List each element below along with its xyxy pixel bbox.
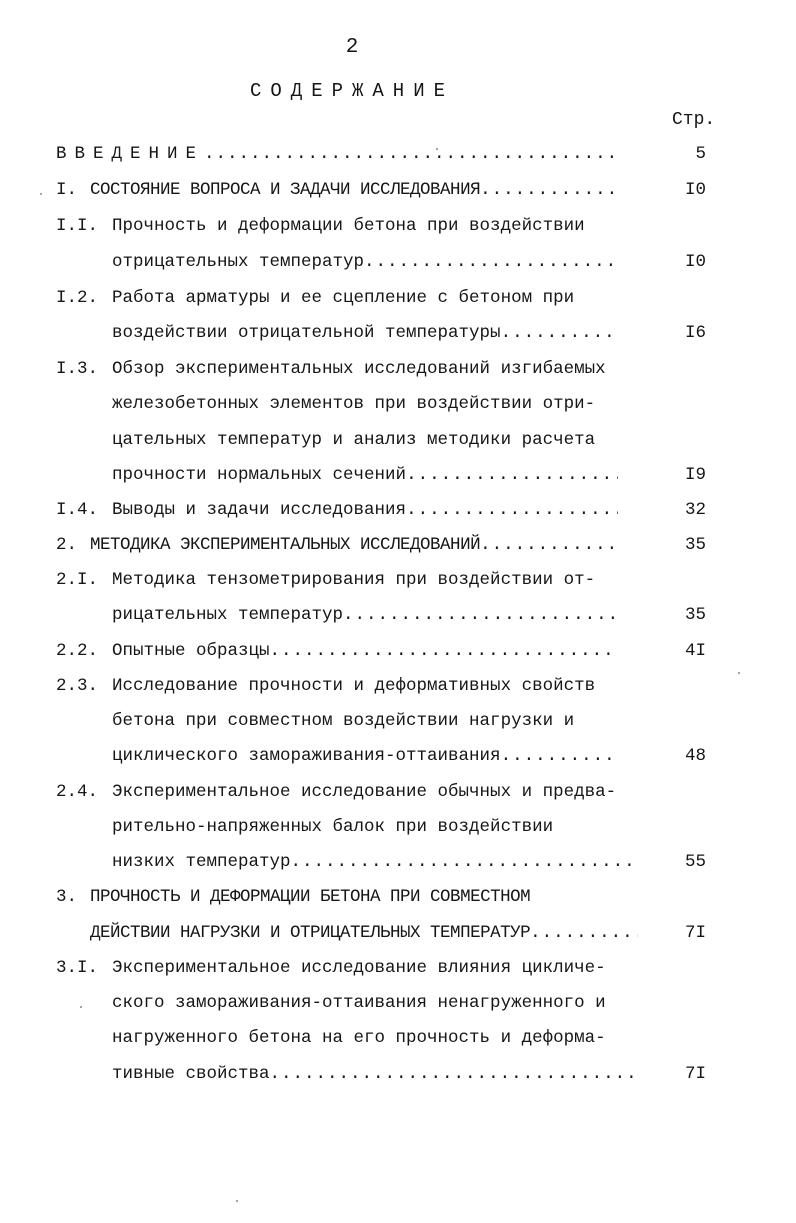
toc-entry-section-2-2 — [112, 638, 618, 664]
dot-leader — [364, 249, 618, 275]
toc-entry-chapter-1 — [90, 177, 618, 203]
toc-entry-text: бетона при совместном воздействии нагрузки и — [112, 711, 575, 731]
toc-entry-section-1-1 — [112, 249, 618, 275]
toc-entry-text: ДЕЙСТВИИ НАГРУЗКИ И ОТРИЦАТЕЛЬНЫХ ТЕМПЕРАТУР — [90, 923, 531, 943]
toc-page-number: 35 — [684, 605, 706, 625]
dot-leader — [501, 743, 618, 769]
page-number: 2 — [345, 36, 359, 59]
dot-leader — [204, 141, 618, 167]
toc-page-number: 5 — [695, 144, 706, 164]
toc-entry-section-1-2 — [112, 320, 618, 346]
toc-entry-number: 3.I. — [56, 958, 99, 978]
toc-entry-text: СОСТОЯНИЕ ВОПРОСА И ЗАДАЧИ ИССЛЕДОВАНИЯ — [90, 180, 481, 200]
toc-entry-text: цательных температур и анализ методики расчета — [112, 430, 596, 450]
toc-entry-text: железобетонных элементов при воздействии отри- — [112, 394, 596, 414]
toc-page-number: 55 — [684, 852, 706, 872]
page-column-label: Стр. — [672, 110, 716, 130]
dot-leader — [501, 320, 618, 346]
scan-speck — [236, 1200, 238, 1202]
toc-page-number: 48 — [684, 746, 706, 766]
toc-page-number: 32 — [684, 500, 706, 520]
scan-speck — [738, 672, 740, 674]
dot-leader — [291, 849, 638, 875]
toc-entry-number: I.4. — [56, 500, 99, 520]
toc-entry-text: низких температур — [112, 852, 291, 872]
scan-speck — [436, 148, 438, 150]
toc-entry-text: Работа арматуры и ее сцепление с бетоном при — [112, 288, 575, 308]
toc-entry-text: Исследование прочности и деформативных свойств — [112, 676, 596, 696]
toc-entry-text: Экспериментальное исследование обычных и предва- — [112, 782, 617, 802]
toc-entry-text: Экспериментальное исследование влияния цикличе- — [112, 958, 606, 978]
toc-entry-section-1-4 — [112, 497, 618, 523]
toc-entry-number: 2.2. — [56, 641, 99, 661]
dot-leader — [480, 177, 618, 203]
toc-entry-number: 2.I. — [56, 570, 99, 590]
toc-entry-text: рительно-напряженных балок при воздействии — [112, 817, 554, 837]
toc-entry-text: прочности нормальных сечений — [112, 465, 407, 485]
toc-entry-text: тивные свойства — [112, 1064, 270, 1084]
toc-entry-section-2-3 — [112, 743, 618, 769]
toc-entry-text: Обзор экспериментальных исследований изгибаемых — [112, 359, 606, 379]
toc-entry-number: 3. — [56, 887, 78, 907]
toc-page-number: I6 — [684, 323, 706, 343]
toc-entry-text: МЕТОДИКА ЭКСПЕРИМЕНТАЛЬНЫХ ИССЛЕДОВАНИЙ — [90, 535, 481, 555]
toc-entry-text: нагруженного бетона на его прочность и деформа- — [112, 1028, 606, 1048]
toc-entry-text: ПРОЧНОСТЬ И ДЕФОРМАЦИИ БЕТОНА ПРИ СОВМЕСТНОМ — [90, 887, 531, 907]
toc-entry-section-1-3 — [112, 462, 618, 488]
dot-leader — [270, 638, 618, 664]
scan-speck — [80, 1006, 82, 1008]
toc-entry-text: рицательных температур — [112, 605, 344, 625]
toc-entry-number: 2. — [56, 535, 78, 555]
toc-entry-number: 2.4. — [56, 782, 99, 802]
toc-entry-chapter-2 — [90, 532, 618, 558]
toc-page-number: 7I — [684, 1064, 706, 1084]
toc-entry-number: I.3. — [56, 359, 99, 379]
toc-entry-number: I.2. — [56, 288, 99, 308]
toc-page-number: I9 — [684, 465, 706, 485]
toc-page-number: 35 — [684, 535, 706, 555]
toc-entry-section-2-1 — [112, 602, 618, 628]
toc-entry-section-2-4 — [112, 849, 638, 875]
toc-page-number: I0 — [684, 180, 706, 200]
scan-speck — [40, 193, 42, 195]
toc-entry-text: ского замораживания-оттаивания ненагруженного и — [112, 993, 606, 1013]
dot-leader — [530, 920, 638, 946]
toc-entry-text: Опытные образцы — [112, 641, 270, 661]
dot-leader — [480, 532, 618, 558]
toc-entry-chapter-3 — [90, 920, 638, 946]
toc-entry-text: Выводы и задачи исследования — [112, 500, 407, 520]
toc-entry-section-3-1 — [112, 1061, 638, 1087]
toc-entry-text: Прочность и деформации бетона при воздействии — [112, 216, 585, 236]
toc-entry-text: Методика тензометрирования при воздействии от- — [112, 570, 596, 590]
toc-entry-number: I.I. — [56, 216, 99, 236]
toc-entry-text: отрицательных температур — [112, 252, 365, 272]
toc-entry-introduction — [56, 141, 618, 167]
dot-leader — [406, 497, 618, 523]
toc-entry-number: 2.3. — [56, 676, 99, 696]
toc-page-number: 7I — [684, 923, 706, 943]
toc-entry-number: I. — [56, 180, 78, 200]
dot-leader — [406, 462, 618, 488]
dot-leader — [270, 1061, 638, 1087]
dot-leader — [343, 602, 618, 628]
toc-entry-text: циклического замораживания-оттаивания — [112, 746, 501, 766]
page-title: СОДЕРЖАНИЕ — [249, 80, 455, 102]
toc-page-number: 4I — [684, 641, 706, 661]
toc-entry-text: воздействии отрицательной температуры — [112, 323, 501, 343]
toc-page-number: I0 — [684, 252, 706, 272]
toc-entry-text: ВВЕДЕНИЕ — [56, 144, 205, 164]
